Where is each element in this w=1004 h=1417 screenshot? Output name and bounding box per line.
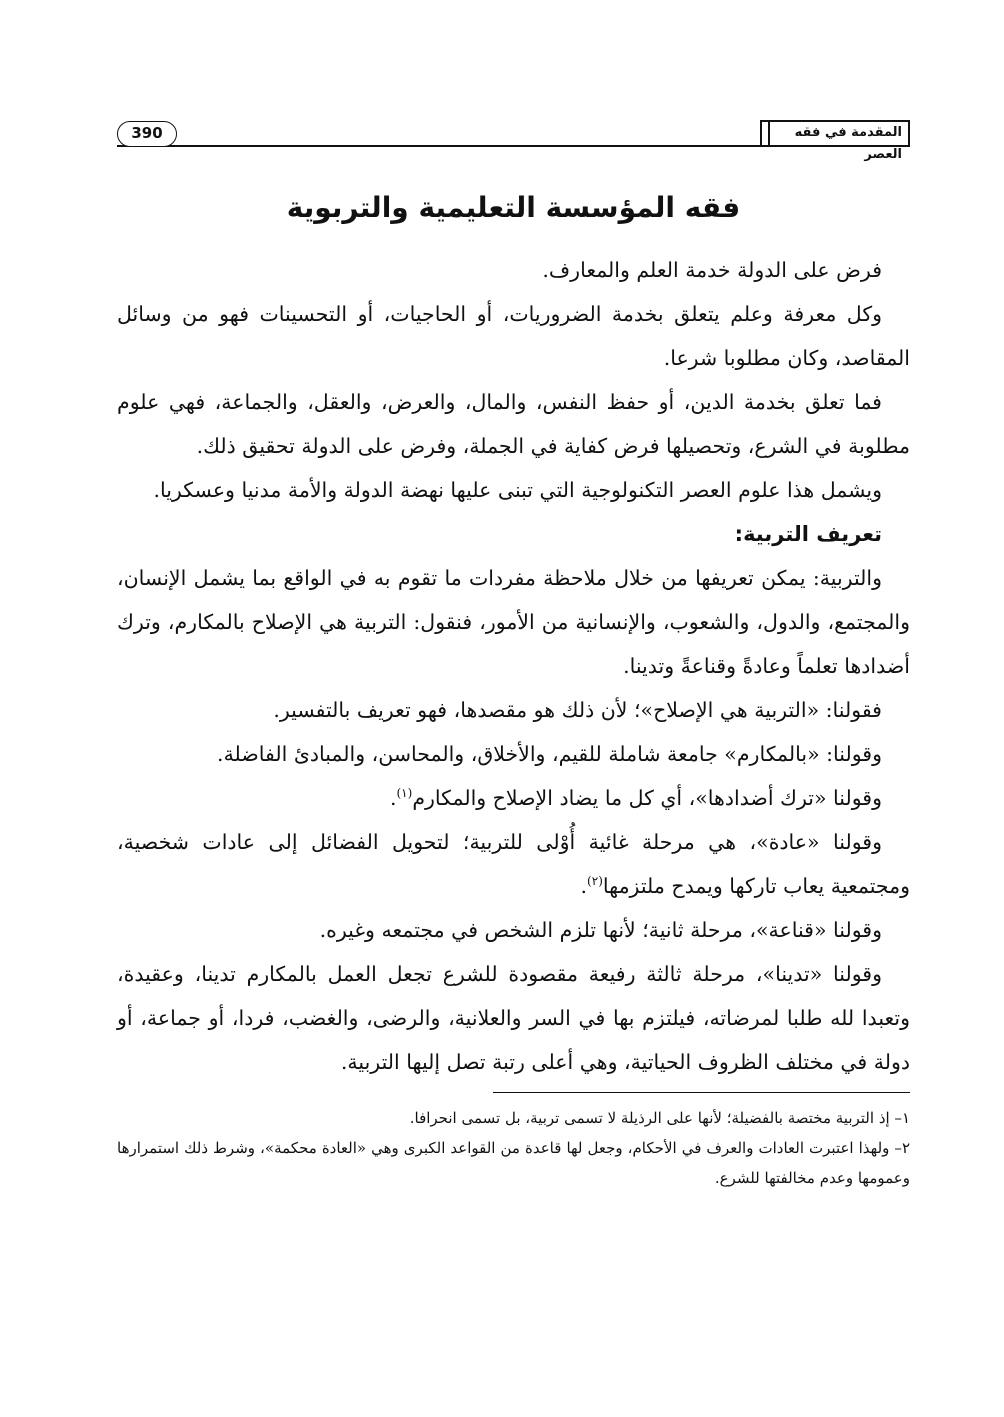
paragraph-text: وقولنا «ترك أضدادها»، أي كل ما يضاد الإصلاح والمكارم [412,786,882,810]
page-number: 390 [117,121,177,147]
footnote-rule [493,1092,910,1093]
section-title: فقه المؤسسة التعليمية والتربوية [286,191,741,224]
page-content [117,186,910,1193]
paragraph [117,776,910,820]
paragraph-end: . [389,786,397,810]
header-rule [117,145,910,147]
paragraph: وقولنا «قناعة»، مرحلة ثانية؛ لأنها تلزم الشخص في مجتمعه وغيره. [319,918,882,942]
paragraph-text: وقولنا «عادة»، هي مرحلة غائية أُوْلى للتربية؛ لتحويل الفضائل إلى عادات شخصية، ومجتمعية يعاب تاركها ويمدح ملتزمها [117,830,910,898]
footnote: ٢– ولهذا اعتبرت العادات والعرف في الأحكام، وجعل لها قاعدة من القواعد الكبرى وهي «العادة محكمة»، وشرط ذلك استمرارها وعمومها وعدم مخالفتها للشرع. [117,1139,910,1187]
paragraph: وقولنا: «بالمكارم» جامعة شاملة للقيم، والأخلاق، والمحاسن، والمبادئ الفاضلة. [217,742,882,766]
page-header [117,118,910,162]
paragraph: وكل معرفة وعلم يتعلق بخدمة الضروريات، أو الحاجيات، أو التحسينات فهو من وسائل المقاصد، وكان مطلوبا شرعا. [117,302,910,370]
paragraph: فما تعلق بخدمة الدين، أو حفظ النفس، والمال، والعرض، والعقل، والجماعة، فهي علوم مطلوبة في الشرع، وتحصيلها فرض كفاية في الجملة، وفرض على الدولة تحقيق ذلك. [117,390,910,458]
running-title: المقدمة في فقه العصر [760,120,910,145]
footnote: ١– إذ التربية مختصة بالفضيلة؛ لأنها على الرذيلة لا تسمى تربية، بل تسمى انحرافا. [409,1109,910,1127]
paragraph: والتربية: يمكن تعريفها من خلال ملاحظة مفردات ما تقوم به في الواقع بما يشمل الإنسان، والمجتمع، والدول، والشعوب، والإنسانية من الأمور، فنقول: التربية هي الإصلاح بالمكارم، وترك أضدادها تعلماً وعادةً وقناعةً وتدينا. [117,566,910,678]
paragraph: وقولنا «تدينا»، مرحلة ثالثة رفيعة مقصودة للشرع تجعل العمل بالمكارم تدينا، وعقيدة، وتعبدا لله طلبا لمرضاته، فيلتزم بها في السر والعلانية، والرضى، والغضب، فردا، أو جماعة، أو دولة في مختلف الظروف الحياتية، وهي أعلى رتبة تصل إليها التربية. [117,962,910,1074]
paragraph [117,820,910,908]
paragraph-end: . [580,874,588,898]
subheading: تعريف التربية: [734,522,882,546]
paragraph: فقولنا: «التربية هي الإصلاح»؛ لأن ذلك هو مقصدها، فهو تعريف بالتفسير. [273,698,882,722]
footnote-ref[interactable]: (١) [396,786,413,801]
paragraph: ويشمل هذا علوم العصر التكنولوجية التي تبنى عليها نهضة الدولة والأمة مدنيا وعسكريا. [153,478,882,502]
paragraph: فرض على الدولة خدمة العلم والمعارف. [542,258,882,282]
footnote-ref[interactable]: (٢) [587,874,603,889]
